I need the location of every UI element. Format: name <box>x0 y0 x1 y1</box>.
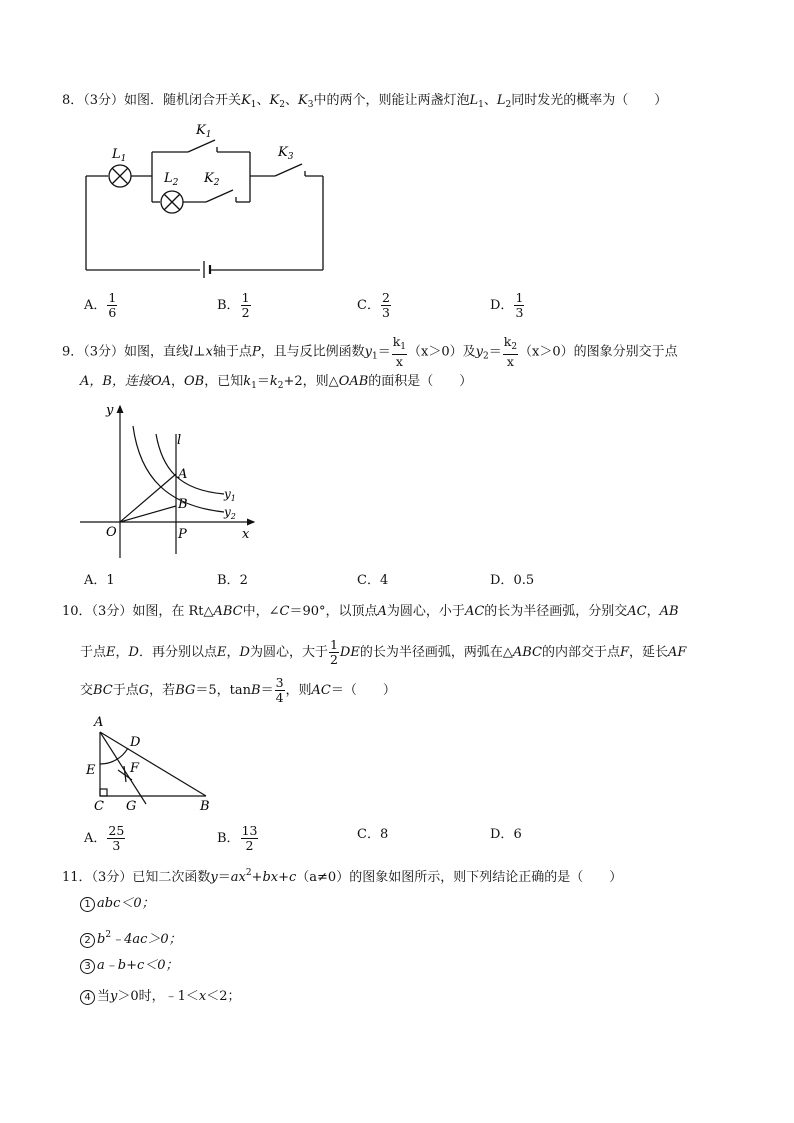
label-L2: $L_2$ <box>164 171 179 188</box>
q11-stem: 11．（3分）已知二次函数$y=ax^2+bx+c(a\ne 0)$的图象如图所示，则下列结论正确的是（ ） <box>62 868 623 885</box>
label-B: B <box>178 497 188 512</box>
q10-stem-line3: 交BC于点G，若BG＝5，tanB＝ $\frac{3}{4}$ ，则AC＝（ ） <box>80 675 396 705</box>
q10-option-d: D．6 <box>490 827 522 842</box>
label-E: E <box>86 763 96 778</box>
q8-option-a: A． $\frac{1}{6}$ <box>84 290 117 320</box>
label-O: O <box>106 525 117 540</box>
q9-option-d: D．0.5 <box>490 573 535 588</box>
label-F: F <box>130 761 140 776</box>
label-P: P <box>178 527 187 542</box>
q11-item-2: 2 $b^2﹣4ac>0$； <box>80 926 182 949</box>
label-B: B <box>200 799 210 812</box>
label-L1: $L_1$ <box>112 147 127 164</box>
label-y2-curve: $y_2$ <box>224 505 236 521</box>
label-A: A <box>178 467 188 482</box>
label-y1-curve: $y_1$ <box>224 487 236 503</box>
label-C: C <box>94 799 104 812</box>
label-D: D <box>130 735 141 750</box>
q9-stem-line1: 9．（3分）如图，直线l⊥x轴于点P，且与反比例函数$y_1=$ $\frac{k_1}{x}$ （x＞0）及$y_2=$ $\frac{k_2}{x}$ （x＞0）的图象分别交于点 <box>62 334 678 369</box>
q11-item-3: 3 a﹣b+c＜0； <box>80 957 179 975</box>
q9-option-a: A．1 <box>84 573 115 588</box>
label-l: l <box>177 433 182 448</box>
q8-stem: 8．（3分）如图．随机闭合开关$K_1$、$K_2$、$K_3$中的两个，则能让两盏灯泡$L_1$、$L_2$同时发光的概率为（ ） <box>62 93 668 110</box>
q9-graph-figure <box>78 398 268 560</box>
q8-option-d: D． $\frac{1}{3}$ <box>490 290 524 320</box>
label-y-axis: y <box>106 403 114 418</box>
q8-circuit-figure <box>80 118 340 278</box>
q8-option-c: C． $\frac{2}{3}$ <box>357 290 390 320</box>
label-G: G <box>126 799 137 812</box>
q10-stem-line2: 于点E，D．再分别以点E，D为圆心，大于 $\frac{1}{2}$ DE的长为半径画弧，两弧在△ABC的内部交于点F，延长AF <box>80 637 687 667</box>
q11-item-4: 4 当y＞0时，﹣1＜x＜2； <box>80 988 241 1006</box>
q10-option-a: A． $\frac{25}{3}$ <box>84 823 125 853</box>
label-x-axis: x <box>242 527 250 542</box>
q9-stem-line2: A，B，连接OA，OB，已知$k_1=k_2+2$，则△OAB的面积是（ ） <box>80 374 473 391</box>
q8-option-b: B． $\frac{1}{2}$ <box>217 290 250 320</box>
q10-stem-line1: 10．（3分）如图，在 Rt△ABC中，∠C＝90°，以顶点A为圆心，小于AC的长为半径画弧，分别交AC，AB <box>62 604 679 619</box>
q9-option-c: C．4 <box>357 573 389 588</box>
label-A: A <box>94 715 104 730</box>
label-K1: $K_1$ <box>196 123 212 140</box>
q10-option-c: C．8 <box>357 827 389 842</box>
q11-item-1: 1 abc＜0； <box>80 895 155 913</box>
label-K2: $K_2$ <box>204 171 220 188</box>
label-K3: $K_3$ <box>278 145 294 162</box>
q10-option-b: B． $\frac{13}{2}$ <box>217 823 258 853</box>
q9-option-b: B．2 <box>217 573 248 588</box>
q10-triangle-figure <box>80 712 230 812</box>
